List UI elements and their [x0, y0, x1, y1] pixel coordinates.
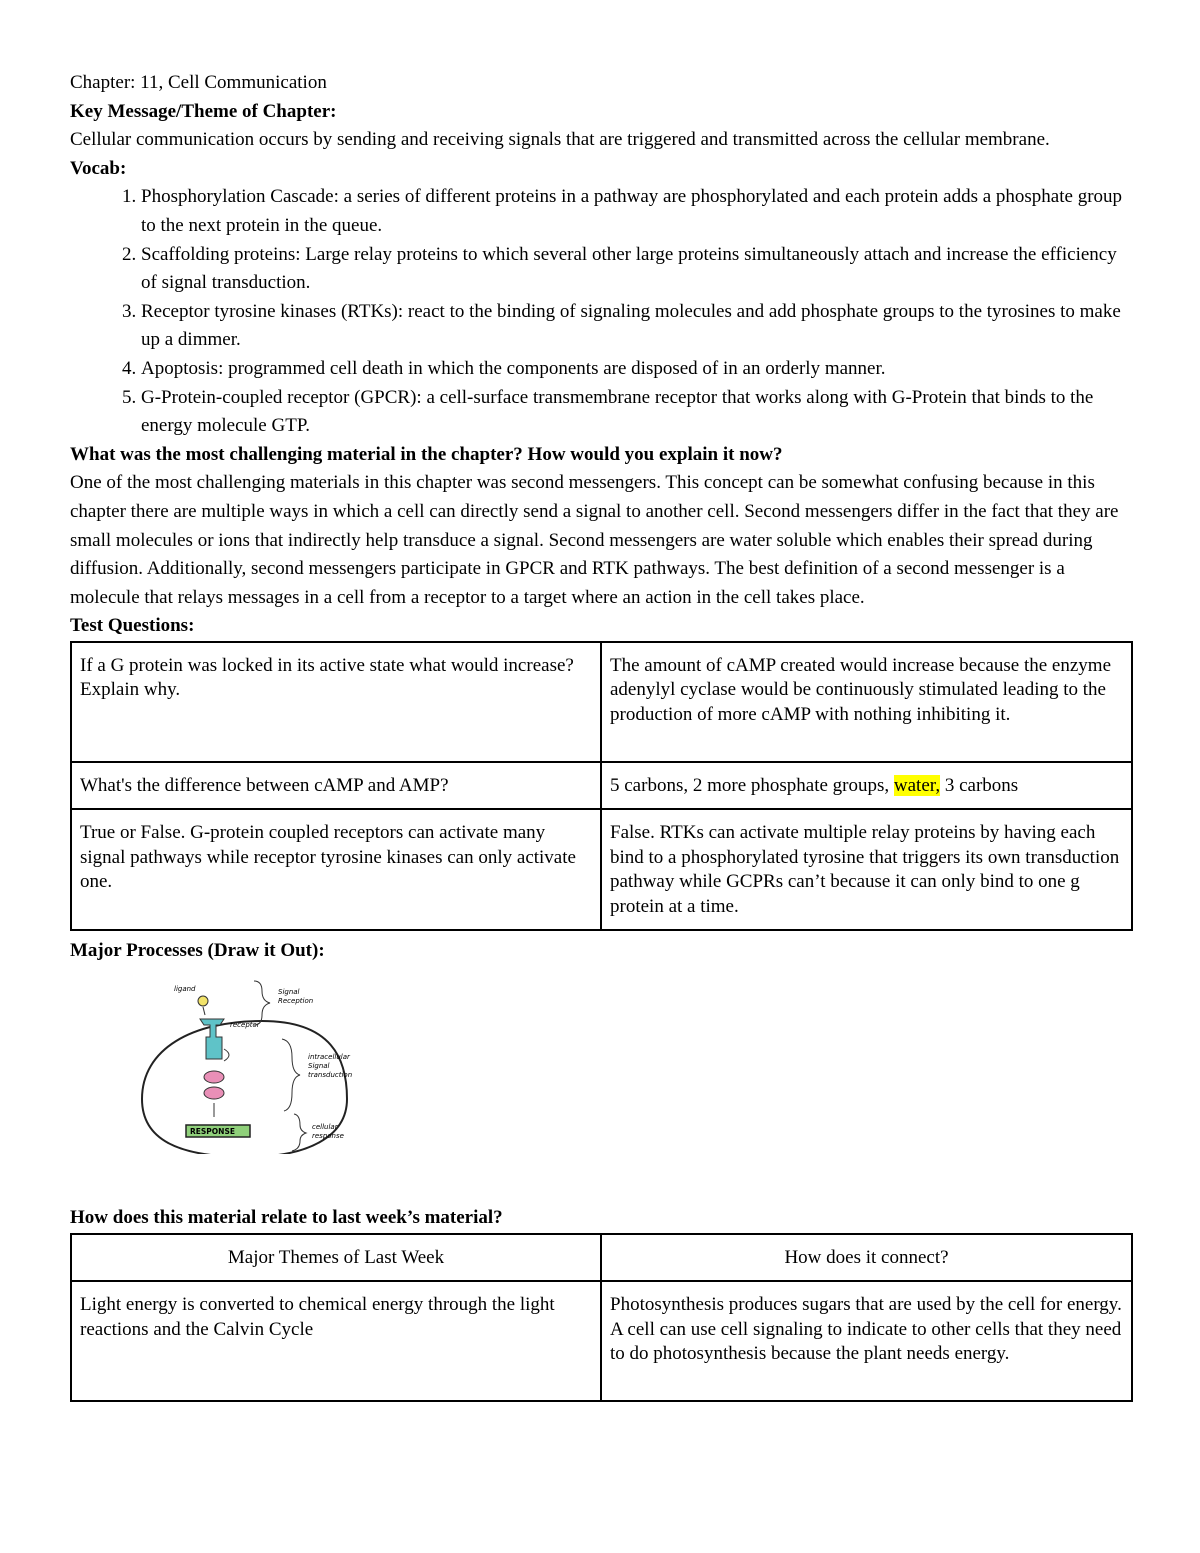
theme-heading: Key Message/Theme of Chapter: [70, 100, 337, 122]
table-row [71, 1281, 1132, 1401]
vocab-item: 2. Scaffolding proteins: Large relay proteins to which several other large proteins simultaneously attach and increase the efficiency of signal transduction. [141, 241, 1132, 298]
column-header: How does it connect? [601, 1234, 1132, 1282]
signal-reception-label: Signal [278, 987, 300, 996]
answer-text: 5 carbons, 2 more phosphate groups, [610, 774, 894, 796]
theme-cell: Light energy is converted to chemical energy through the light reactions and the Calvin Cycle [71, 1281, 601, 1401]
challenge-text: One of the most challenging materials in this chapter was second messengers. This concept can be somewhat confusing because in this chapter there are multiple ways in which a cell can directly send a signal to another cell. Second messengers differ in the fact that they are small molecules or ions that indirectly help transduce a signal. Second messengers are water soluble which enables their spread during diffusion. Additionally, second messengers participate in GPCR and RTK pathways. The best definition of a second messenger is a molecule that relays messages in a cell from a receptor to a target where an action in the cell takes place. [70, 472, 1119, 608]
test-questions-heading: Test Questions: [70, 615, 195, 637]
connection-cell: Photosynthesis produces sugars that are used by the cell for energy. A cell can use cell signaling to indicate to other cells that they need to do photosynthesis because the plant needs energy. [601, 1281, 1132, 1401]
processes-heading: Major Processes (Draw it Out): [70, 940, 325, 962]
vocab-item: 3. Receptor tyrosine kinases (RTKs): react to the binding of signaling molecules and add phosphate groups to the tyrosines to make up a dimmer. [141, 298, 1132, 355]
question-cell: If a G protein was locked in its active state what would increase? Explain why. [71, 642, 601, 762]
brace [282, 1039, 300, 1111]
brace [292, 1114, 306, 1151]
column-header: Major Themes of Last Week [71, 1234, 601, 1282]
receptor-shape [200, 1019, 224, 1059]
brace [254, 981, 270, 1025]
highlighted-text: water, [893, 774, 941, 796]
answer-cell: The amount of cAMP created would increase because the enzyme adenylyl cyclase would be continuously stimulated leading to the production of more cAMP with nothing inhibiting it. [601, 642, 1132, 762]
relay-protein [204, 1087, 224, 1099]
transduction-label: transduction [308, 1070, 353, 1079]
relation-heading: How does this material relate to last week’s material? [70, 1206, 503, 1228]
answer-text: 3 carbons [940, 774, 1019, 796]
vocab-item: 5. G-Protein-coupled receptor (GPCR): a cell-surface transmembrane receptor that works along with G-Protein that binds to the energy molecule GTP. [141, 384, 1132, 441]
receptor-label: receptor [230, 1020, 260, 1029]
cellular-response-label: cellular [312, 1122, 338, 1131]
vocab-list [70, 183, 1132, 440]
document-page [70, 69, 1132, 1402]
vocab-item: 4. Apoptosis: programmed cell death in which the components are disposed of in an orderly manner. [141, 355, 1132, 384]
chapter-title: Chapter: 11, Cell Communication [70, 72, 327, 93]
response-label: RESPONSE [190, 1126, 235, 1136]
question-cell: What's the difference between cAMP and AMP? [71, 762, 601, 810]
table-row [71, 762, 1132, 810]
transduction-label: Signal [308, 1061, 330, 1070]
arrow-line [203, 1007, 205, 1015]
challenge-heading: What was the most challenging material in the chapter? How would you explain it now? [70, 443, 783, 465]
theme-text: Cellular communication occurs by sending and receiving signals that are triggered and transmitted across the cellular membrane. [70, 129, 1050, 151]
vocab-heading: Vocab: [70, 157, 127, 179]
question-cell: True or False. G-protein coupled receptors can activate many signal pathways while receptor tyrosine kinases can only activate one. [71, 809, 601, 930]
cell-signaling-figure [70, 974, 1132, 1204]
ligand-label: ligand [174, 984, 196, 993]
table-row [71, 809, 1132, 930]
ligand-shape [198, 996, 208, 1006]
transduction-label: intracellular [308, 1052, 350, 1061]
table-header-row [71, 1234, 1132, 1282]
table-row [71, 642, 1132, 762]
answer-cell [601, 762, 1132, 810]
cell-signaling-diagram [132, 979, 432, 1154]
cellular-response-label: response [312, 1131, 344, 1140]
vocab-item: 1. Phosphorylation Cascade: a series of different proteins in a pathway are phosphorylated and each protein adds a phosphate group to the next protein in the queue. [141, 183, 1132, 240]
test-questions-table [70, 641, 1133, 932]
relation-table [70, 1233, 1133, 1403]
signal-reception-label: Reception [278, 996, 314, 1005]
arrow-curve [224, 1049, 229, 1061]
relay-protein [204, 1071, 224, 1083]
answer-cell: False. RTKs can activate multiple relay proteins by having each bind to a phosphorylated tyrosine that triggers its own transduction pathway while GCPRs can’t because it can only bind to one g protein at a time. [601, 809, 1132, 930]
